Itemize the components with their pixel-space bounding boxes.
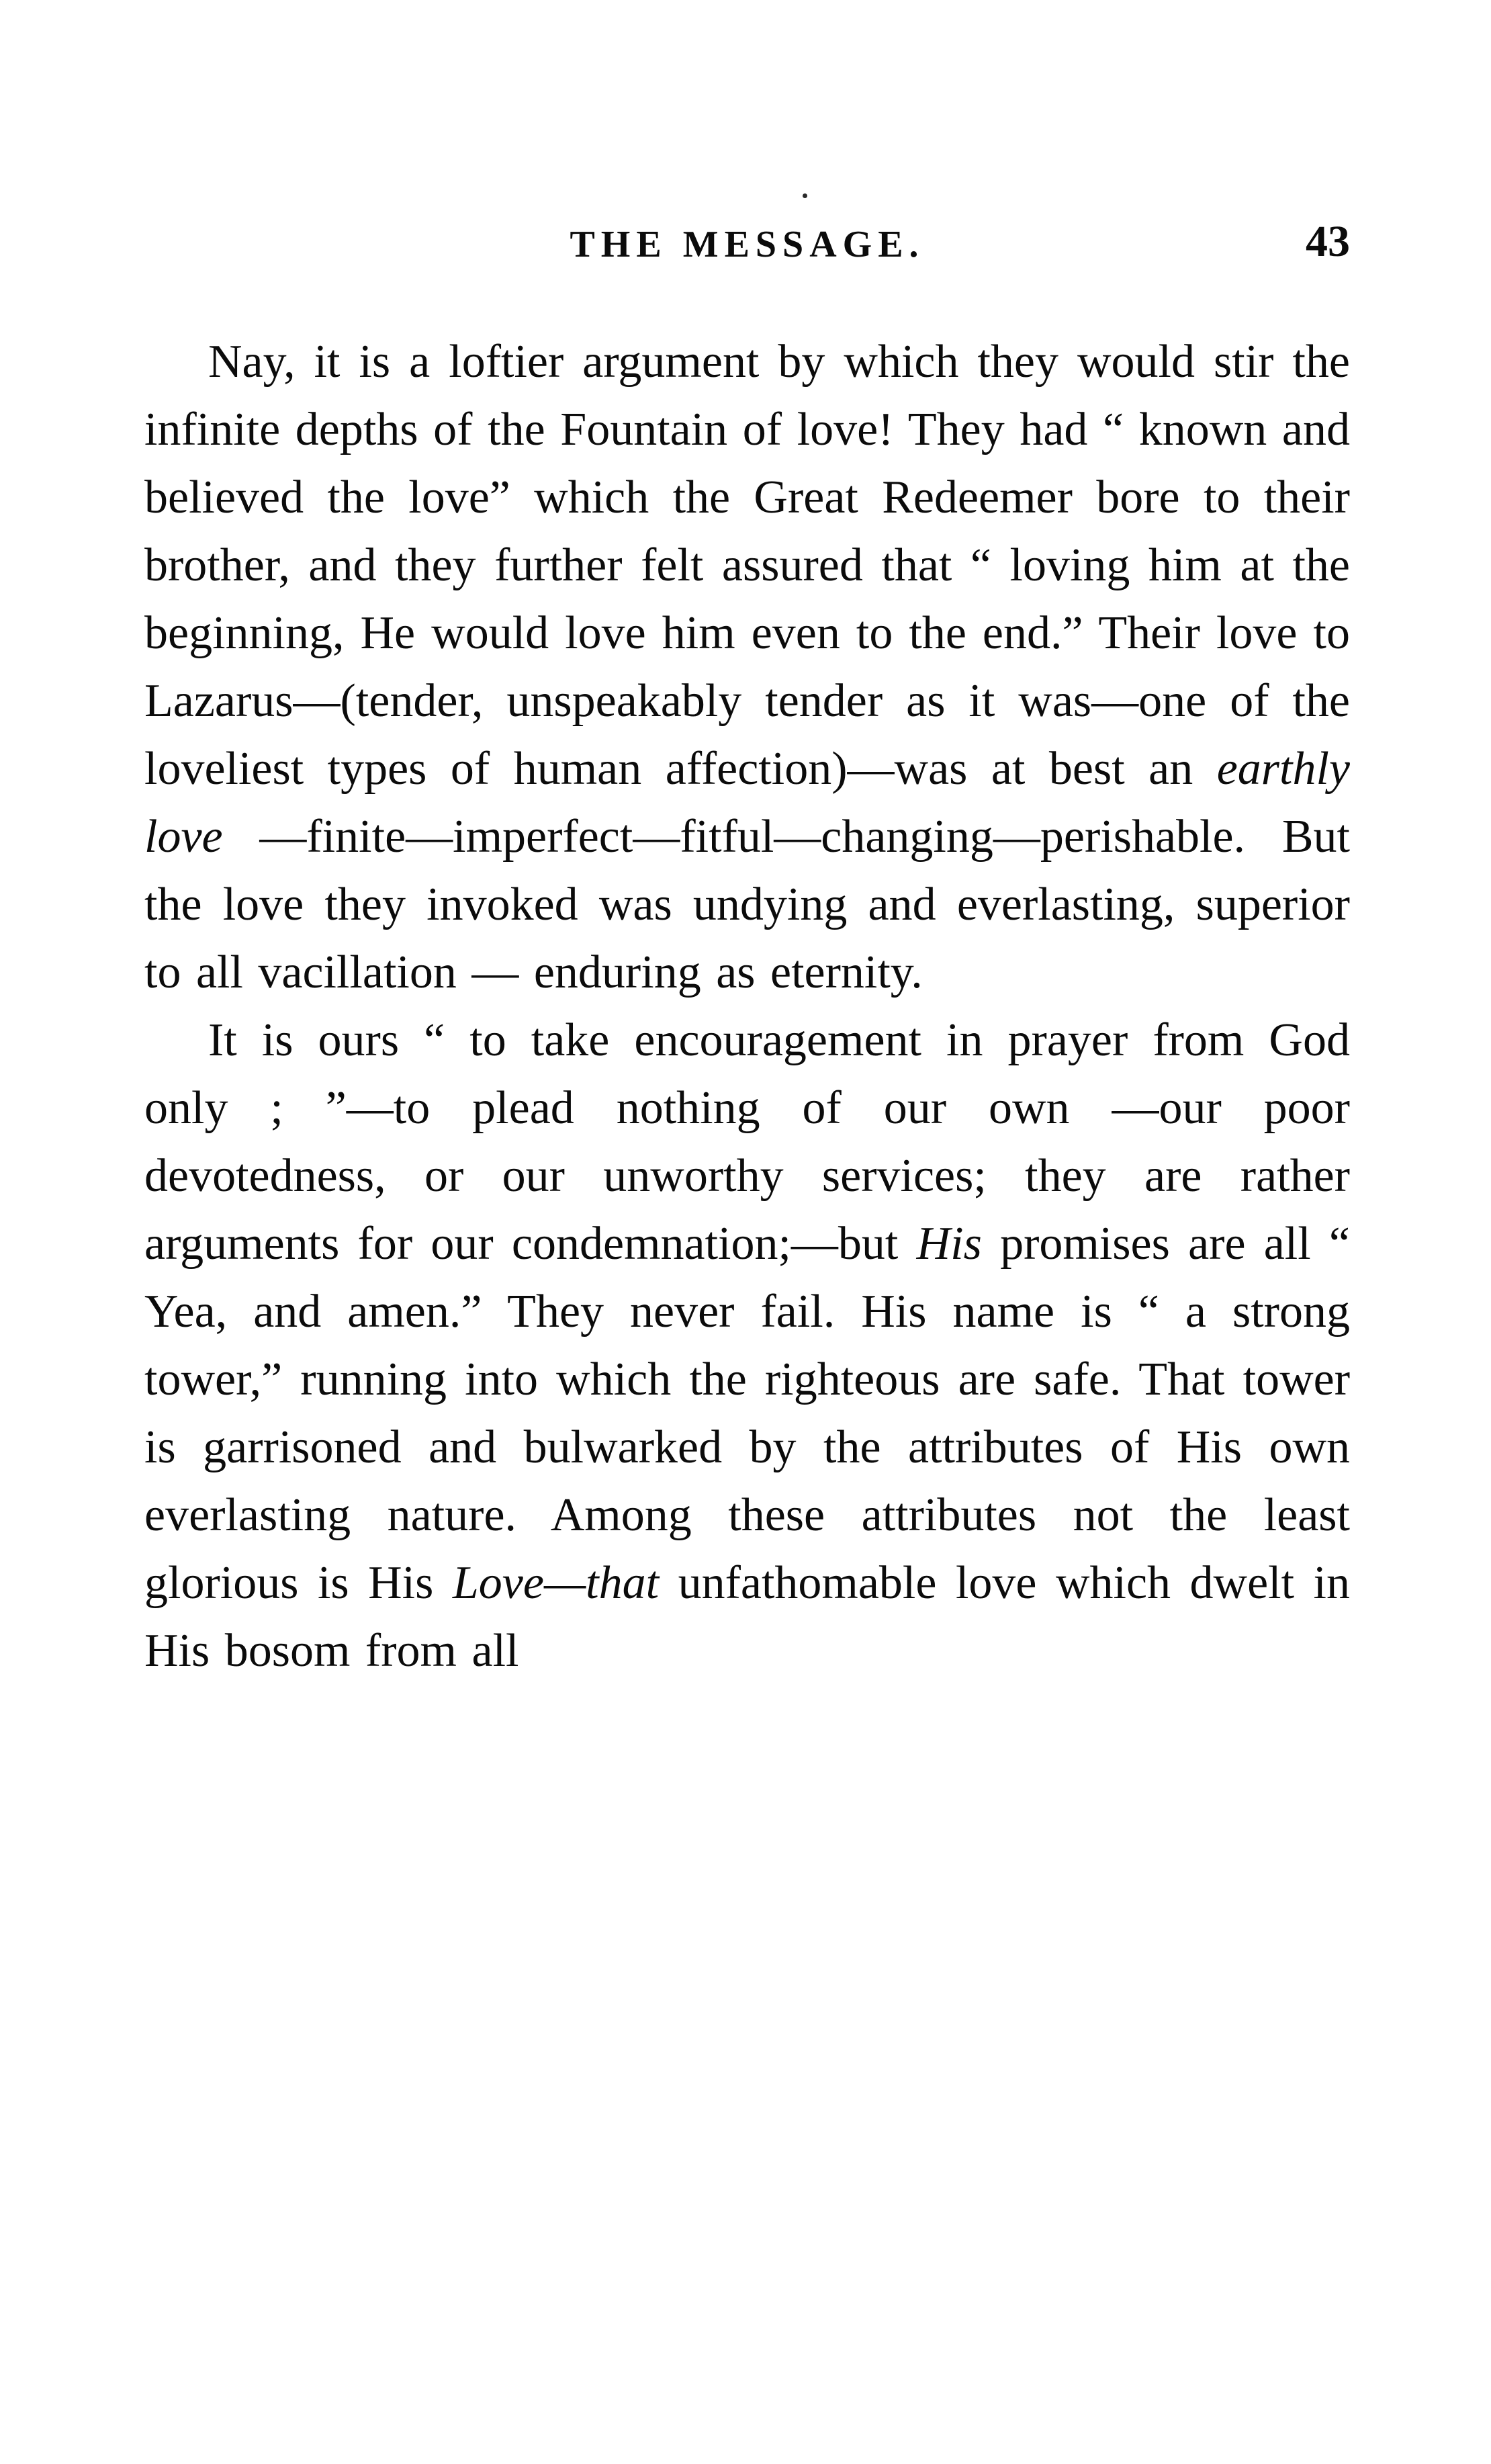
book-page: [144, 0, 1350, 1685]
text-run: —finite—imperfect—fitful—changing—perishable. But the love they invoked was undying and everlasting, superior to all vacillation — enduring as eternity.: [144, 811, 1350, 998]
text-run: unfathomable love which dwelt in His bosom from all: [144, 1557, 1350, 1677]
running-title: THE MESSAGE.: [570, 224, 925, 265]
running-header: [144, 215, 1350, 269]
italic-text-run: His: [916, 1218, 982, 1270]
italic-text-run: Love—that: [452, 1557, 660, 1609]
italic-text-run: earthly love: [144, 743, 1350, 863]
page-content: [144, 328, 1350, 1685]
text-run: Nay, it is a loftier argument by which they would stir the infinite depths of the Fountain of love! They had “ known and believed the love” which the Great Redeemer bore to their brother, and they further felt assured that “ loving him at the beginning, He would love him even to the end.” Their love to Lazarus—(tender, unspeakably tender as it was—one of the loveliest types of human affection)—was at best an: [144, 336, 1350, 795]
text-run: It is ours “ to take encouragement in prayer from God only ; ”—to plead nothing of our own —our poor devotedness, or our unworthy services; they are rather arguments for our condemnation;—but: [144, 1014, 1350, 1270]
paragraph: [144, 328, 1350, 1006]
page-number: 43: [1306, 217, 1350, 266]
text-run: promises are all “ Yea, and amen.” They never fail. His name is “ a strong tower,” running into which the righteous are safe. That tower is garrisoned and bulwarked by the attributes of His own everlasting nature. Among these attributes not the least glorious is His: [144, 1218, 1351, 1609]
paragraph: [144, 1006, 1350, 1685]
